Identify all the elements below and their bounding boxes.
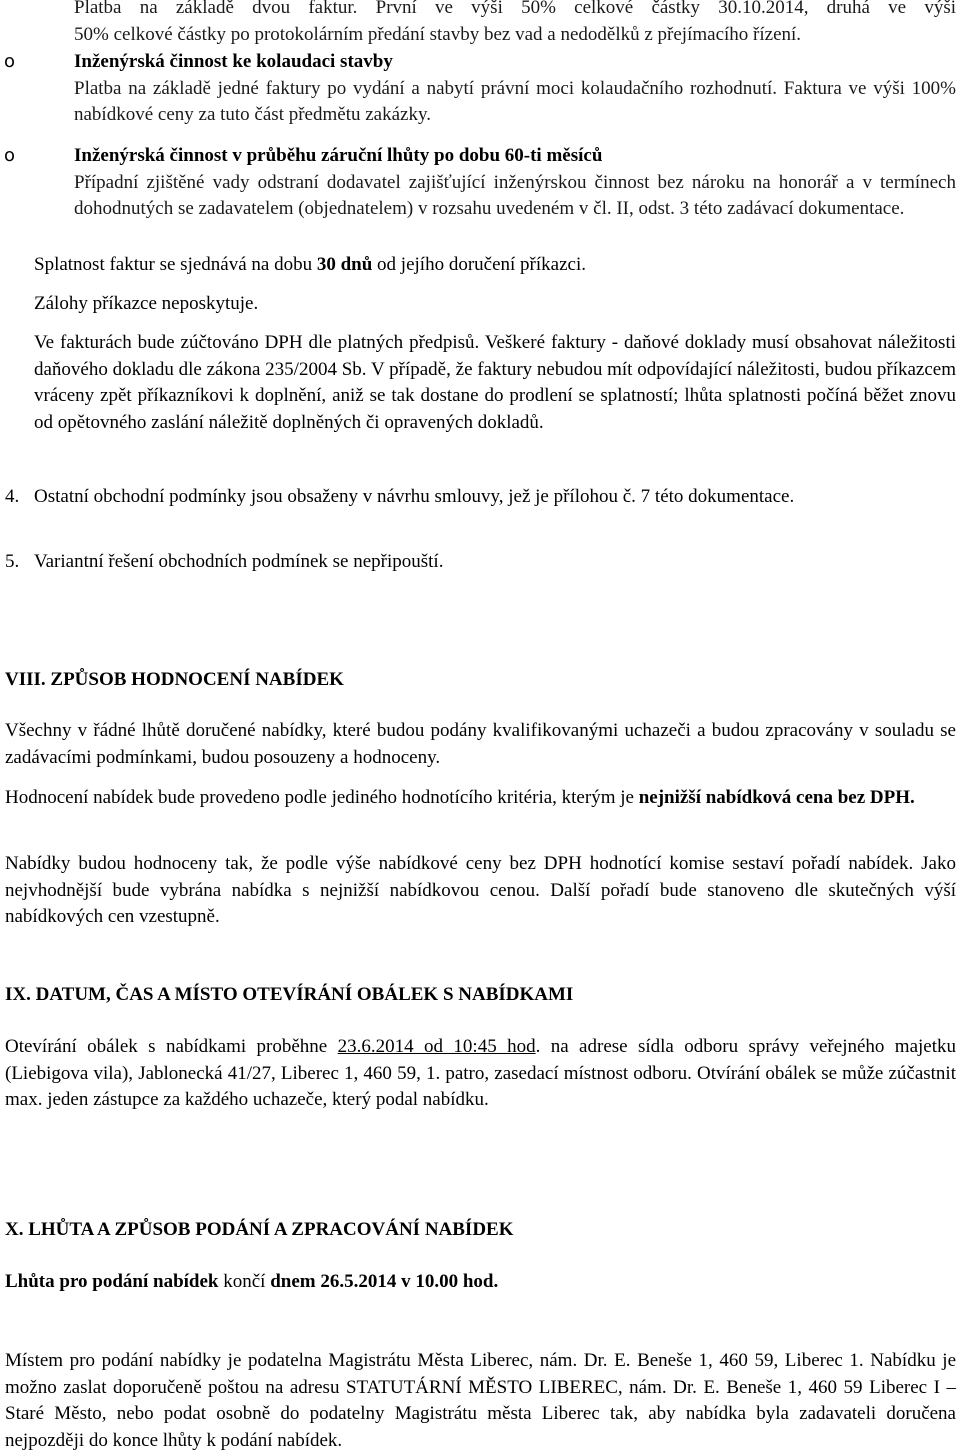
numbered-item — [0, 484, 956, 511]
section-viii-paragraph-3: Nabídky budou hodnoceny tak, že podle výše nabídkové ceny bez DPH hodnotící komise sestaví pořadí nabídek. Jako nejvhodnější bude vybrána nabídka s nejnižší nabídkovou cenou. Další pořadí bude stanoveno dle skutečných výší nabídkových cen vzestupně. — [5, 853, 956, 927]
bullet-marker: o — [4, 51, 16, 72]
section-viii-paragraph-2: Hodnocení nabídek bude provedeno podle jediného hodnotícího kritéria, kterým je nejnižší nabídková cena bez DPH. — [5, 787, 915, 808]
item-number: 5. — [5, 551, 20, 572]
continuation-text — [74, 0, 956, 48]
item-title: Inženýrská činnost ke kolaudaci stavby — [74, 51, 393, 72]
section-ix-paragraph: Otevírání obálek s nabídkami proběhne 23.6.2014 od 10:45 hod. na adrese sídla odboru správy veřejného majetku (Liebigova vila), Jablonecká 41/27, Liberec 1, 460 59, 1. patro, zasedací místnost odboru. Otvírání obálek se může zúčastnit max. jeden zástupce za každého uchazeče, který podal nabídku. — [5, 1036, 956, 1110]
payment-due: Splatnost faktur se sjednává na dobu 30 dnů od jejího doručení příkazci. — [34, 254, 586, 275]
opening-date: 23.6.2014 od 10:45 hod — [337, 1036, 536, 1057]
payment-vat: Ve fakturách bude zúčtováno DPH dle platných předpisů. Veškeré faktury - daňové doklady musí obsahovat náležitosti daňového dokladu dle zákona 235/2004 Sb. V případě, že faktury nebudou mít odpovídající náležitosti, budou příkazcem vráceny zpět příkazníkovi k doplnění, aniž se tak dostane do prodlení se splatností; lhůta splatnosti počíná běžet znovu od opětovného zaslání náležitě doplněných či opravených dokladů. — [34, 332, 956, 433]
section-heading-x: X. LHŮTA A ZPŮSOB PODÁNÍ A ZPRACOVÁNÍ NABÍDEK — [5, 1219, 514, 1240]
numbered-item — [0, 549, 956, 576]
deadline-date: dnem 26.5.2014 v 10.00 hod. — [270, 1271, 499, 1292]
item-text: Případní zjištěné vady odstraní dodavatel zajišťující inženýrskou činnost bez nároku na honorář a v termínech dohodnutých se zadavatelem (objednatelem) v rozsahu uvedeném v čl. II, odst. 3 této zadávací dokumentace. — [74, 171, 956, 219]
bullet-marker: o — [4, 145, 16, 166]
section-heading-ix: IX. DATUM, ČAS A MÍSTO OTEVÍRÁNÍ OBÁLEK S NABÍDKAMI — [5, 984, 574, 1005]
item-title: Inženýrská činnost v průběhu záruční lhůty po dobu 60-ti měsíců — [74, 145, 603, 166]
item-text: Variantní řešení obchodních podmínek se nepřipouští. — [34, 551, 444, 572]
section-heading-viii: VIII. ZPŮSOB HODNOCENÍ NABÍDEK — [5, 669, 344, 690]
section-x-deadline: Lhůta pro podání nabídek končí dnem 26.5.2014 v 10.00 hod. — [5, 1271, 499, 1292]
section-viii-paragraph-1: Všechny v řádné lhůtě doručené nabídky, které budou podány kvalifikovanými uchazeči a budou zpracovány v souladu se zadávacími podmínkami, budou posouzeny a hodnoceny. — [5, 720, 956, 768]
list-item — [0, 143, 956, 223]
section-x-paragraph: Místem pro podání nabídky je podatelna Magistrátu Města Liberec, nám. Dr. E. Beneše 1, 460 59, Liberec 1. Nabídku je možno zaslat doporučeně poštou na adresu STATUTÁRNÍ MĚSTO LIBEREC, nám. Dr. E. Beneše 1, 460 59 Liberec I – Staré Město, nebo podat osobně do podatelny Magistrátu města Liberec tak, aby nabídka byla zadavateli doručena nejpozději do konce lhůty k podání nabídek. — [5, 1350, 956, 1451]
payment-advance: Zálohy příkazce neposkytuje. — [34, 293, 259, 314]
criterion: nejnižší nabídková cena bez DPH. — [638, 787, 915, 808]
due-days: 30 dnů — [316, 254, 373, 275]
continuation-line-2: 50% celkové částky po protokolárním předání stavby bez vad a nedodělků z přejímacího řízení. — [74, 23, 802, 45]
item-text: Ostatní obchodní podmínky jsou obsaženy v návrhu smlouvy, jež je přílohou č. 7 této dokumentace. — [34, 486, 795, 507]
item-number: 4. — [5, 486, 20, 507]
continuation-line-1: Platba na základě dvou faktur. První ve výši 50% celkové částky 30.10.2014, druhá ve výši — [74, 0, 956, 18]
item-text: Platba na základě jedné faktury po vydání a nabytí právní moci kolaudačního rozhodnutí. Faktura ve výši 100% nabídkové ceny za tuto část předmětu zakázky. — [74, 77, 956, 125]
list-item — [0, 49, 956, 129]
